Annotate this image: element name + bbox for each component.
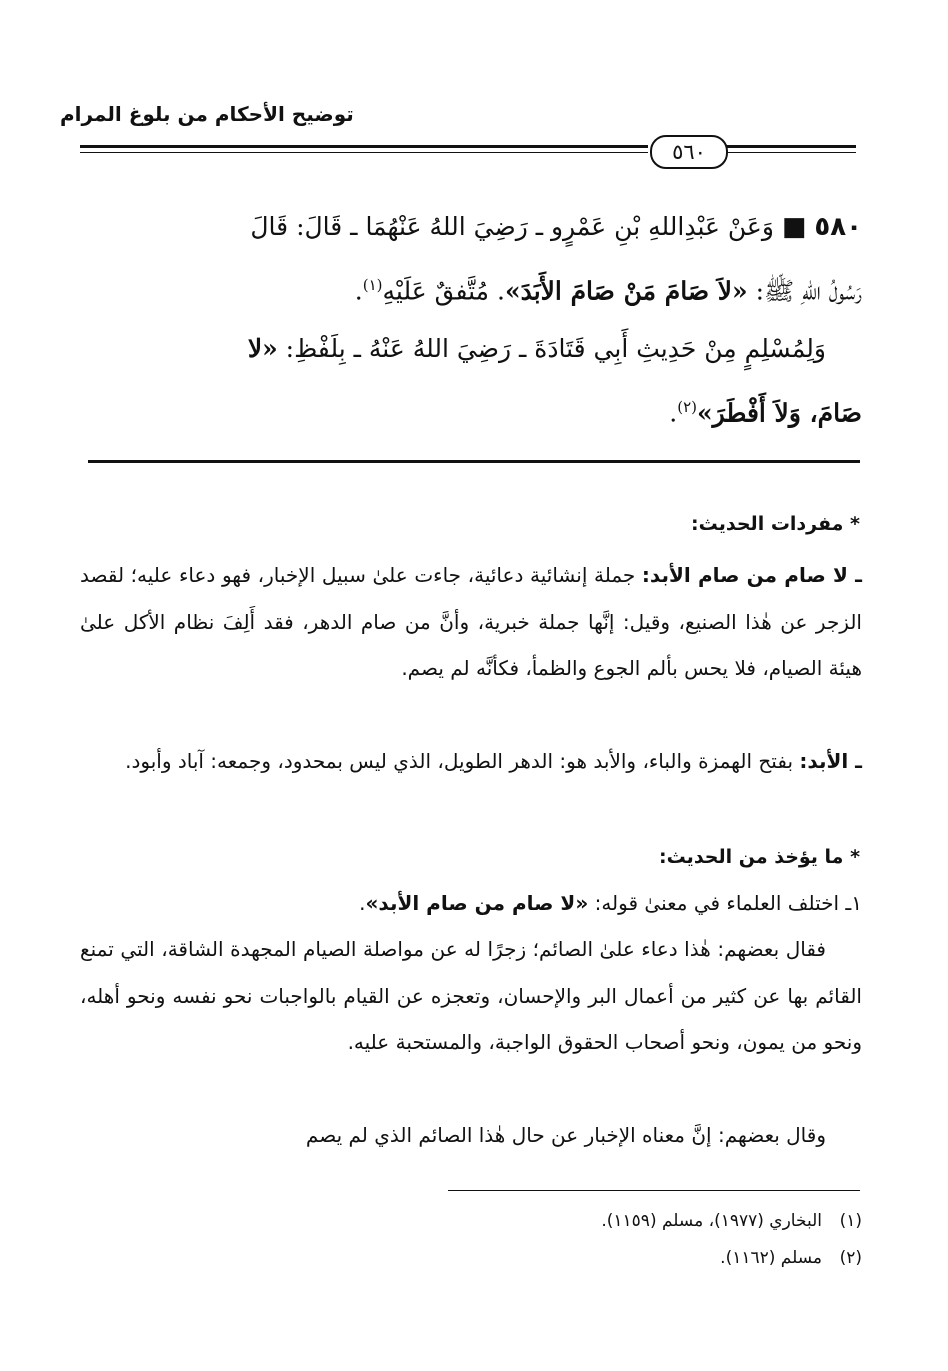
hadith-quote-1: «لاَ صَامَ مَنْ صَامَ الأَبَدَ» (504, 276, 748, 306)
header-rule-thick (80, 145, 648, 148)
footnote-1-text: البخاري (١٩٧٧)، مسلم (١١٥٩). (601, 1211, 822, 1231)
vocab-text-1: جملة إنشائية دعائية، جاءت علىٰ سبيل الإخبار، فهو دعاء عليه؛ لقصد الزجر عن هٰذا الصنيع، وقيل: إنَّها جملة خبرية، وأنَّ من صام الدهر، فقد أَلِفَ نظام الأكل علىٰ هيئة الصيام، فلا يحس بألم الجوع والظمأ، فكأنَّه لم يصم. (80, 563, 862, 680)
header-rule-thin-right (726, 152, 856, 153)
footnote-ref-1: (١) (362, 276, 383, 294)
footnote-1 (80, 1206, 862, 1236)
hadith-quote-2-start: «لا (247, 334, 278, 364)
page-number-badge (650, 135, 728, 169)
hadith-block (82, 198, 862, 443)
hadith-text-2-end: . (354, 276, 363, 306)
hadith-line-4 (82, 378, 862, 442)
footnote-separator (448, 1190, 860, 1191)
lesson-point-1 (80, 880, 862, 927)
header-rule-thick-right (726, 145, 856, 148)
lessons-heading: * ما يؤخذ من الحديث: (658, 846, 860, 868)
vocab-term-1: ـ لا صام من صام الأبد: (641, 563, 862, 587)
hadith-line-3 (82, 320, 862, 378)
vocab-heading: * مفردات الحديث: (691, 513, 860, 535)
lesson-point-1-text: ١ـ اختلف العلماء في معنىٰ قوله: (588, 891, 862, 915)
vocab-term-2: ـ الأبد: (799, 749, 862, 773)
hadith-number-marker: ■ (781, 212, 807, 242)
section-divider (88, 460, 860, 463)
vocab-item-2 (80, 738, 862, 785)
hadith-text-2a: رَسُولُ اللهِ ﷺ: (747, 276, 862, 306)
hadith-line-2 (82, 256, 862, 320)
footnote-2 (80, 1243, 862, 1273)
header-rule-thin (80, 152, 648, 153)
page-number: ٥٦٠ (672, 140, 706, 164)
lesson-paragraph-1: فقال بعضهم: هٰذا دعاء علىٰ الصائم؛ زجرًا له عن مواصلة الصيام المجهدة الشاقة، التي تمنع القائم بها عن كثير من أعمال البر والإحسان، وتعجزه عن القيام بالواجبات نحو نفسه ونحو أهله، ونحو من يمون، ونحو أصحاب الحقوق الواجبة، والمستحبة عليه. (80, 937, 862, 1054)
footnote-2-number: (٢) (839, 1248, 862, 1268)
lesson-paragraph-2: وقال بعضهم: إنَّ معناه الإخبار عن حال هٰذا الصائم الذي لم يصم (305, 1123, 826, 1147)
vocab-text-2: بفتح الهمزة والباء، والأبد هو: الدهر الطويل، الذي ليس بمحدود، وجمعه: آباد وأبود. (125, 749, 800, 773)
hadith-text-3a: وَلِمُسْلِمٍ مِنْ حَدِيثِ أَبِي قَتَادَةَ ـ رَضِيَ اللهُ عَنْهُ ـ بِلَفْظِ: (277, 334, 826, 364)
running-header-title: توضيح الأحكام من بلوغ المرام (60, 102, 354, 126)
footnote-2-text: مسلم (١١٦٢). (720, 1248, 822, 1268)
hadith-quote-2: صَامَ، وَلاَ أَفْطَرَ» (697, 398, 862, 428)
hadith-text-2b: . مُتَّفقٌ عَلَيْهِ (382, 276, 505, 306)
hadith-number: ٥٨٠ (814, 212, 862, 242)
hadith-text-4-end: . (669, 398, 678, 428)
lesson-point-1-end: . (359, 891, 366, 915)
footnote-ref-2: (٢) (677, 398, 698, 417)
vocab-item-1 (80, 552, 862, 692)
footnote-1-number: (١) (839, 1211, 862, 1231)
lesson-point-1-quote: «لا صام من صام الأبد» (365, 891, 589, 915)
hadith-text-1: وَعَنْ عَبْدِاللهِ بْنِ عَمْرٍو ـ رَضِيَ اللهُ عَنْهُمَا ـ قَالَ: قَالَ (250, 212, 774, 241)
hadith-line-1 (82, 198, 862, 256)
